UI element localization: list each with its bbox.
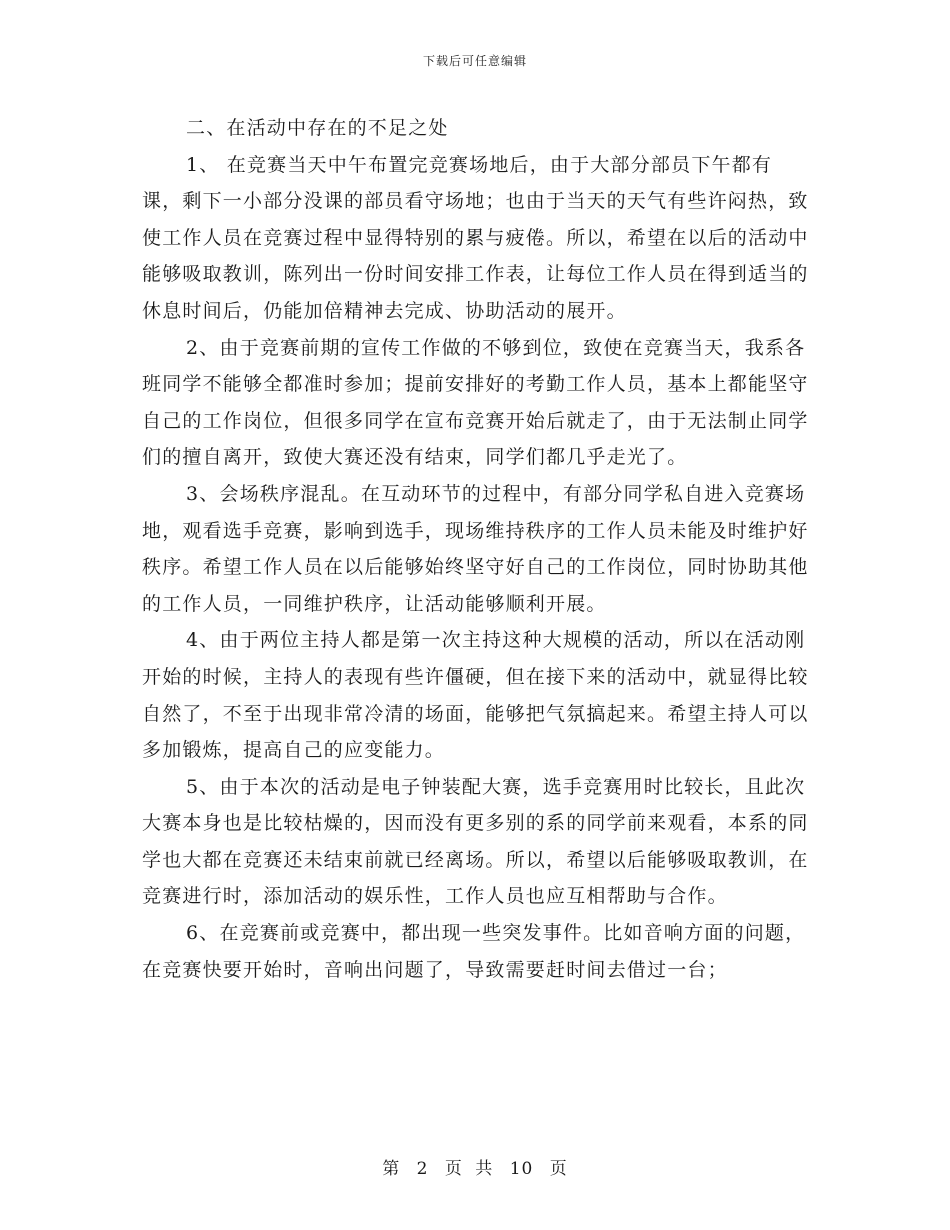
paragraph-5: 5、由于本次的活动是电子钟装配大赛，选手竞赛用时比较长，且此次大赛本身也是比较枯燥的，因而没有更多别的系的同学前来观看，本系的同学也大都在竞赛还未结束前就已经离场。所以，希望以后能够吸取教训，在竞赛进行时，添加活动的娱乐性，工作人员也应互相帮助与合作。 <box>142 775 809 908</box>
document-body <box>142 110 812 988</box>
page-footer <box>0 1154 950 1179</box>
paragraph-4: 4、由于两位主持人都是第一次主持这种大规模的活动，所以在活动刚开始的时候，主持人的表现有些许僵硬，但在接下来的活动中，就显得比较自然了，不至于出现非常冷清的场面，能够把气氛搞起来。希望主持人可以多加锻炼，提高自己的应变能力。 <box>142 629 809 762</box>
page-header: 下载后可任意编辑 <box>422 54 527 68</box>
paragraph-1: 1、 在竞赛当天中午布置完竞赛场地后，由于大部分部员下午都有课，剩下一小部分没课的部员看守场地；也由于当天的天气有些许闷热，致使工作人员在竞赛过程中显得特别的累与疲倦。所以，希望在以后的活动中能够吸取教训，陈列出一份时间安排工作表，让每位工作人员在得到适当的休息时间后，仍能加倍精神去完成、协助活动的展开。 <box>142 153 809 322</box>
section-title: 二、在活动中存在的不足之处 <box>186 117 449 139</box>
footer-prefix: 第 <box>382 1159 401 1179</box>
footer-suffix: 页 <box>549 1159 568 1179</box>
footer-total-pages: 10 <box>509 1159 534 1179</box>
paragraph-6: 6、在竞赛前或竞赛中，都出现一些突发事件。比如音响方面的问题，在竞赛快要开始时，音响出问题了，导致需要赶时间去借过一台； <box>142 922 806 981</box>
paragraph-3: 3、会场秩序混乱。在互动环节的过程中，有部分同学私自进入竞赛场地，观看选手竞赛，影响到选手，现场维持秩序的工作人员未能及时维护好秩序。希望工作人员在以后能够始终坚守好自己的工作岗位，同时协助其他的工作人员，一同维护秩序，让活动能够顺利开展。 <box>142 482 809 615</box>
footer-middle: 页 共 <box>444 1159 494 1179</box>
footer-page-number: 2 <box>416 1159 429 1179</box>
paragraph-2: 2、由于竞赛前期的宣传工作做的不够到位，致使在竞赛当天，我系各班同学不能够全都准时参加；提前安排好的考勤工作人员，基本上都能坚守自己的工作岗位，但很多同学在宣布竞赛开始后就走了，由于无法制止同学们的擅自离开，致使大赛还没有结束，同学们都几乎走光了。 <box>142 336 809 469</box>
